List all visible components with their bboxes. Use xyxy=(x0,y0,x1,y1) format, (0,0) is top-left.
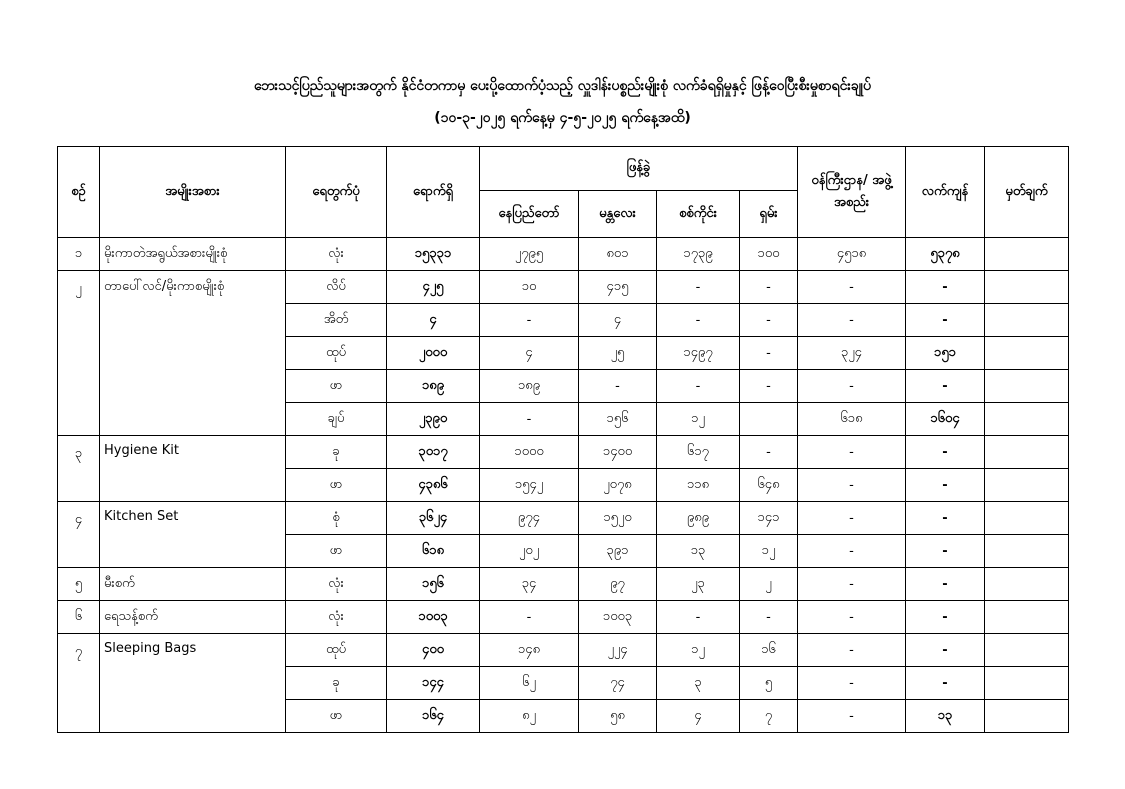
cell-rem xyxy=(985,271,1069,304)
header-naypyitaw: နေပြည်တော် xyxy=(480,191,579,238)
cell-unit: ဖာ xyxy=(286,469,387,502)
cell-bal: ၁၅၁ xyxy=(906,337,985,370)
cell-unit: ဖာ xyxy=(286,535,387,568)
table-row xyxy=(58,271,1069,304)
cell-received: ၃၀၁၇ xyxy=(387,436,480,469)
cell-shan: ၁၆ xyxy=(740,634,798,667)
cell-sgg: - xyxy=(657,271,740,304)
cell-min: - xyxy=(798,502,906,535)
cell-unit: ချပ် xyxy=(286,403,387,436)
header-shan: ရှမ်း xyxy=(740,191,798,238)
cell-min: - xyxy=(798,535,906,568)
cell-received: ၁၅၆ xyxy=(387,568,480,601)
cell-bal: - xyxy=(906,502,985,535)
cell-mdy: ၄၁၅ xyxy=(579,271,657,304)
cell-received: ၄၂၅ xyxy=(387,271,480,304)
table-row xyxy=(58,634,1069,667)
cell-npt: - xyxy=(480,403,579,436)
cell-bal: - xyxy=(906,436,985,469)
cell-mdy: ၉၇ xyxy=(579,568,657,601)
cell-npt: ၄ xyxy=(480,337,579,370)
cell-rem xyxy=(985,634,1069,667)
cell-no: ၅ xyxy=(58,568,100,601)
cell-no: ၆ xyxy=(58,601,100,634)
cell-unit: လုံး xyxy=(286,238,387,271)
cell-rem xyxy=(985,667,1069,700)
cell-bal: - xyxy=(906,370,985,403)
cell-min: ၆၁၈ xyxy=(798,403,906,436)
cell-bal: - xyxy=(906,535,985,568)
cell-unit: လိပ် xyxy=(286,271,387,304)
cell-bal: ၅၃၇၈ xyxy=(906,238,985,271)
cell-npt: ၁၅၄၂ xyxy=(480,469,579,502)
cell-sgg: ၆၁၇ xyxy=(657,436,740,469)
cell-received: ၆၁၈ xyxy=(387,535,480,568)
cell-shan: - xyxy=(740,304,798,337)
cell-unit: ထုပ် xyxy=(286,337,387,370)
cell-sgg: ၁၄၉၇ xyxy=(657,337,740,370)
cell-rem xyxy=(985,700,1069,733)
cell-sgg: - xyxy=(657,370,740,403)
cell-unit: ထုပ် xyxy=(286,634,387,667)
cell-shan xyxy=(740,403,798,436)
cell-item: မီးစက် xyxy=(100,568,286,601)
cell-unit: လုံး xyxy=(286,568,387,601)
cell-sgg: ၁၁၈ xyxy=(657,469,740,502)
header-unit: ရေတွက်ပုံ xyxy=(286,147,387,238)
cell-unit: ခု xyxy=(286,667,387,700)
cell-received: ၁၈၉ xyxy=(387,370,480,403)
cell-item: ရေသန့်စက် xyxy=(100,601,286,634)
cell-rem xyxy=(985,535,1069,568)
cell-min: - xyxy=(798,568,906,601)
cell-mdy: ၁၄၀၀ xyxy=(579,436,657,469)
cell-shan: ၇ xyxy=(740,700,798,733)
cell-npt: ၉၇၄ xyxy=(480,502,579,535)
cell-npt: ၃၄ xyxy=(480,568,579,601)
table-row xyxy=(58,568,1069,601)
cell-min: - xyxy=(798,370,906,403)
cell-npt: ၆၂ xyxy=(480,667,579,700)
cell-rem xyxy=(985,436,1069,469)
header-distributed: ဖြန့်ခွဲ xyxy=(480,147,798,191)
cell-shan: - xyxy=(740,601,798,634)
cell-mdy: ၅၈ xyxy=(579,700,657,733)
cell-shan: ၆၄၈ xyxy=(740,469,798,502)
cell-mdy: ၃၉၁ xyxy=(579,535,657,568)
table-body xyxy=(58,238,1069,733)
cell-npt: ၂၀၂ xyxy=(480,535,579,568)
cell-npt: ၁၀၀၀ xyxy=(480,436,579,469)
cell-min: ၃၂၄ xyxy=(798,337,906,370)
cell-shan: - xyxy=(740,436,798,469)
table-row xyxy=(58,436,1069,469)
cell-npt: - xyxy=(480,601,579,634)
cell-rem xyxy=(985,502,1069,535)
cell-bal: - xyxy=(906,469,985,502)
cell-npt: - xyxy=(480,304,579,337)
header-received: ရောက်ရှိ xyxy=(387,147,480,238)
cell-sgg: - xyxy=(657,304,740,337)
cell-mdy: ၁၅၂၀ xyxy=(579,502,657,535)
cell-rem xyxy=(985,568,1069,601)
cell-mdy: ၂၅ xyxy=(579,337,657,370)
cell-rem xyxy=(985,304,1069,337)
header-ministry: ဝန်ကြီးဌာန/ အဖွဲ့အစည်း xyxy=(798,147,906,238)
cell-bal: - xyxy=(906,271,985,304)
cell-received: ၃၆၂၄ xyxy=(387,502,480,535)
cell-min: - xyxy=(798,271,906,304)
cell-rem xyxy=(985,601,1069,634)
cell-item: Hygiene Kit xyxy=(100,436,286,502)
cell-received: ၄ xyxy=(387,304,480,337)
cell-min: - xyxy=(798,667,906,700)
distribution-table xyxy=(57,146,1069,733)
cell-bal: ၁၆၀၄ xyxy=(906,403,985,436)
cell-bal: - xyxy=(906,568,985,601)
cell-received: ၁၀၀၃ xyxy=(387,601,480,634)
cell-received: ၁၆၄ xyxy=(387,700,480,733)
cell-npt: ၈၂ xyxy=(480,700,579,733)
cell-shan: ၂ xyxy=(740,568,798,601)
cell-min: ၄၅၁၈ xyxy=(798,238,906,271)
cell-received: ၂၀၀၀ xyxy=(387,337,480,370)
cell-mdy: ၂၂၄ xyxy=(579,634,657,667)
cell-mdy: ၂၀၇၈ xyxy=(579,469,657,502)
cell-shan: - xyxy=(740,271,798,304)
cell-min: - xyxy=(798,436,906,469)
cell-item: တာပေါ်လင်/မိုးကာစမျိုးစုံ xyxy=(100,271,286,436)
cell-sgg: ၃ xyxy=(657,667,740,700)
document-title: ဘေးသင့်ပြည်သူများအတွက် နိုင်ငံတကာမှ ပေးပို့ထောက်ပံ့သည့် လှူဒါန်းပစ္စည်းမျိုးစုံ လက်ခံရရှိမှုနှင့် ဖြန့်ဝေပြီးစီးမှုစာရင်းချုပ် xyxy=(254,78,871,94)
cell-npt: ၁၄၈ xyxy=(480,634,579,667)
cell-shan: - xyxy=(740,370,798,403)
cell-received: ၁၅၃၃၁ xyxy=(387,238,480,271)
cell-shan: ၁၄၁ xyxy=(740,502,798,535)
cell-unit: ဖာ xyxy=(286,700,387,733)
cell-shan: ၅ xyxy=(740,667,798,700)
cell-sgg: ၁၃ xyxy=(657,535,740,568)
cell-sgg: ၉၈၉ xyxy=(657,502,740,535)
header-balance: လက်ကျန် xyxy=(906,147,985,238)
cell-shan: ၁၂ xyxy=(740,535,798,568)
cell-bal: - xyxy=(906,601,985,634)
header-remarks: မှတ်ချက် xyxy=(985,147,1069,238)
cell-shan: - xyxy=(740,337,798,370)
cell-received: ၁၄၄ xyxy=(387,667,480,700)
cell-rem xyxy=(985,403,1069,436)
cell-min: - xyxy=(798,304,906,337)
cell-min: - xyxy=(798,601,906,634)
cell-mdy: ၄ xyxy=(579,304,657,337)
cell-item: Sleeping Bags xyxy=(100,634,286,733)
table-row xyxy=(58,238,1069,271)
cell-bal: - xyxy=(906,304,985,337)
cell-item: Kitchen Set xyxy=(100,502,286,568)
cell-sgg: - xyxy=(657,601,740,634)
cell-npt: ၁၈၉ xyxy=(480,370,579,403)
cell-received: ၄၀၀ xyxy=(387,634,480,667)
cell-mdy: - xyxy=(579,370,657,403)
cell-unit: လုံး xyxy=(286,601,387,634)
cell-unit: အိတ် xyxy=(286,304,387,337)
cell-rem xyxy=(985,337,1069,370)
cell-sgg: ၂၃ xyxy=(657,568,740,601)
cell-npt: ၂၇၉၅ xyxy=(480,238,579,271)
cell-no: ၄ xyxy=(58,502,100,568)
cell-bal: ၁၃ xyxy=(906,700,985,733)
table-row xyxy=(58,601,1069,634)
cell-received: ၄၃၈၆ xyxy=(387,469,480,502)
header-no: စဉ် xyxy=(58,147,100,238)
cell-no: ၁ xyxy=(58,238,100,271)
cell-mdy: ၁၀၀၃ xyxy=(579,601,657,634)
cell-mdy: ၁၅၆ xyxy=(579,403,657,436)
cell-min: - xyxy=(798,469,906,502)
cell-min: - xyxy=(798,700,906,733)
header-item: အမျိုးအစား xyxy=(100,147,286,238)
cell-mdy: ၈၀၁ xyxy=(579,238,657,271)
header-sagaing: စစ်ကိုင်း xyxy=(657,191,740,238)
cell-unit: ဖာ xyxy=(286,370,387,403)
document-subtitle: (၁၀-၃-၂၀၂၅ ရက်နေ့မှ ၄-၅-၂၀၂၅ ရက်နေ့အထိ) xyxy=(434,110,691,126)
cell-received: ၂၃၉၀ xyxy=(387,403,480,436)
cell-rem xyxy=(985,469,1069,502)
cell-bal: - xyxy=(906,634,985,667)
cell-unit: စုံ xyxy=(286,502,387,535)
cell-sgg: ၁၂ xyxy=(657,403,740,436)
cell-sgg: ၁၇၃၉ xyxy=(657,238,740,271)
cell-sgg: ၄ xyxy=(657,700,740,733)
cell-sgg: ၁၂ xyxy=(657,634,740,667)
table-row xyxy=(58,502,1069,535)
cell-unit: ခု xyxy=(286,436,387,469)
cell-mdy: ၇၄ xyxy=(579,667,657,700)
cell-npt: ၁၀ xyxy=(480,271,579,304)
header-mandalay: မန္တလေး xyxy=(579,191,657,238)
cell-no: ၂ xyxy=(58,271,100,436)
cell-min: - xyxy=(798,634,906,667)
cell-item: မိုးကာတဲအရွယ်အစားမျိုးစုံ xyxy=(100,238,286,271)
cell-rem xyxy=(985,238,1069,271)
cell-no: ၃ xyxy=(58,436,100,502)
cell-bal: - xyxy=(906,667,985,700)
cell-shan: ၁၀၀ xyxy=(740,238,798,271)
cell-no: ၇ xyxy=(58,634,100,733)
cell-rem xyxy=(985,370,1069,403)
